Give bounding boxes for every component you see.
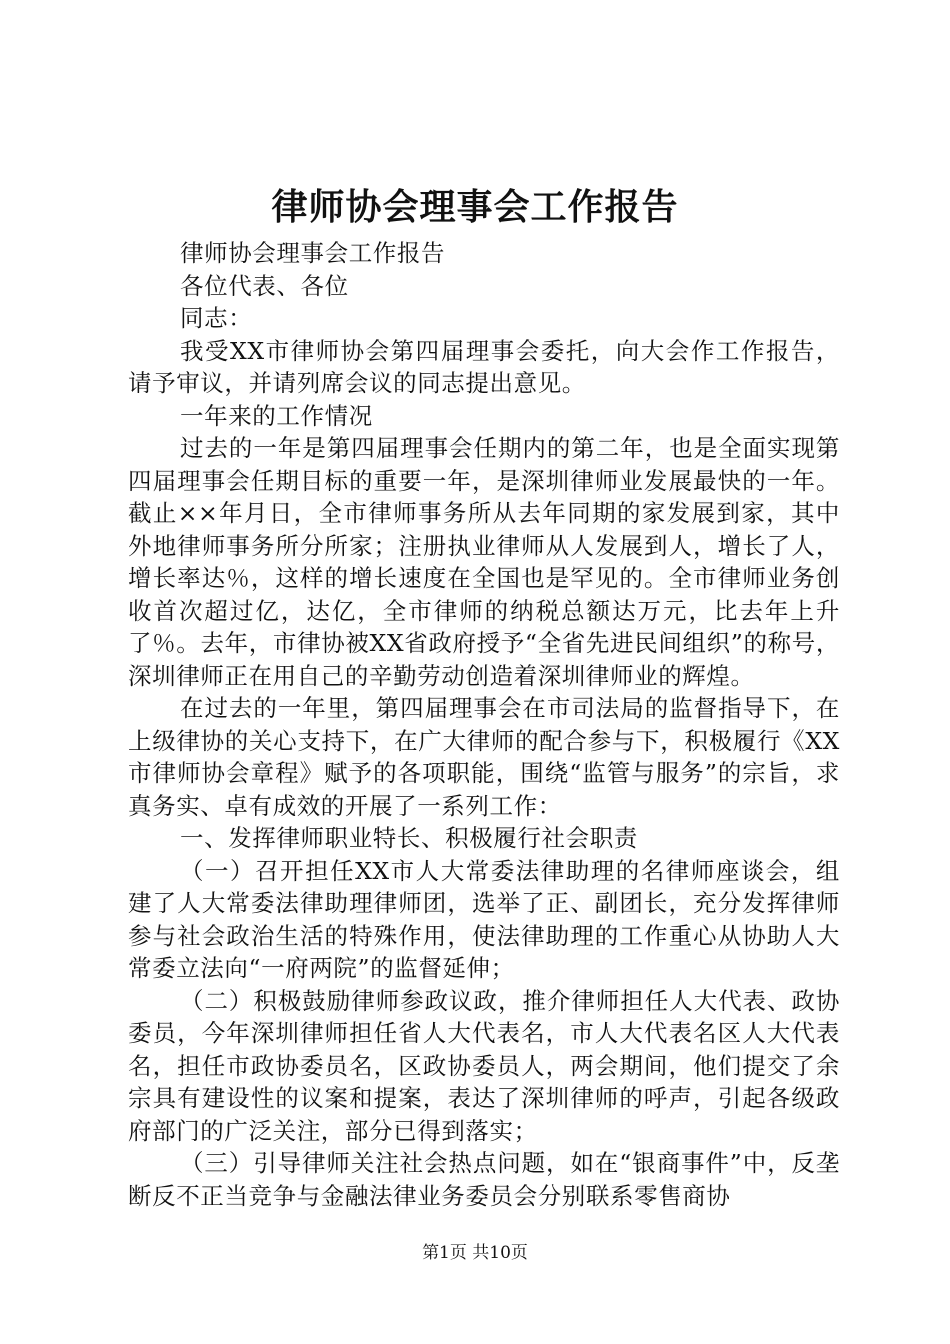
paragraph: 律师协会理事会工作报告 (180, 239, 446, 267)
section-heading: 一年来的工作情况 (180, 401, 373, 430)
section-heading: 一、发挥律师职业特长、积极履行社会职责 (180, 824, 638, 852)
paragraph: （一）召开担任XX市人大常委法律助理的名律师座谈会，组建了人大常委法律助理律师团，选举了正、副团长，充分发挥律师参与社会政治生活的特殊作用，使法律助理的工作重心从协助人大常委立法向“一府两院”的监督延伸； (128, 856, 840, 982)
page-footer: 第1页 共10页 (422, 1243, 528, 1263)
document-body (128, 237, 840, 1212)
paragraph: 过去的一年是第四届理事会任期内的第二年，也是全面实现第四届理事会任期目标的重要一年，是深圳律师业发展最快的一年。截止××年月日，全市律师事务所从去年同期的家发展到家，其中外地律师事务所分所家；注册执业律师从人发展到人，增长了人，增长率达％，这样的增长速度在全国也是罕见的。全市律师业务创收首次超过亿，达亿，全市律师的纳税总额达万元，比去年上升了％。去年，市律协被XX省政府授予“全省先进民间组织”的称号，深圳律师正在用自己的辛勤劳动创造着深圳律师业的辉煌。 (128, 434, 840, 690)
paragraph: 我受XX市律师协会第四届理事会委托，向大会作工作报告，请予审议，并请列席会议的同志提出意见。 (128, 336, 840, 397)
document-title: 律师协会理事会工作报告 (271, 186, 679, 228)
paragraph: （三）引导律师关注社会热点问题，如在“银商事件”中，反垄断反不正当竞争与金融法律业务委员会分别联系零售商协 (128, 1149, 840, 1210)
paragraph: （二）积极鼓励律师参政议政，推介律师担任人大代表、政协委员，今年深圳律师担任省人大代表名，市人大代表名区人大代表名，担任市政协委员名，区政协委员人，两会期间，他们提交了余宗具有建设性的议案和提案，表达了深圳律师的呼声，引起各级政府部门的广泛关注，部分已得到落实； (128, 986, 840, 1145)
paragraph: 各位代表、各位 (180, 271, 349, 300)
paragraph: 在过去的一年里，第四届理事会在市司法局的监督指导下，在上级律协的关心支持下，在广大律师的配合参与下，积极履行《XX市律师协会章程》赋予的各项职能，围绕“监管与服务”的宗旨，求真务实、卓有成效的开展了一系列工作： (128, 694, 840, 820)
paragraph: 同志： (180, 304, 253, 332)
